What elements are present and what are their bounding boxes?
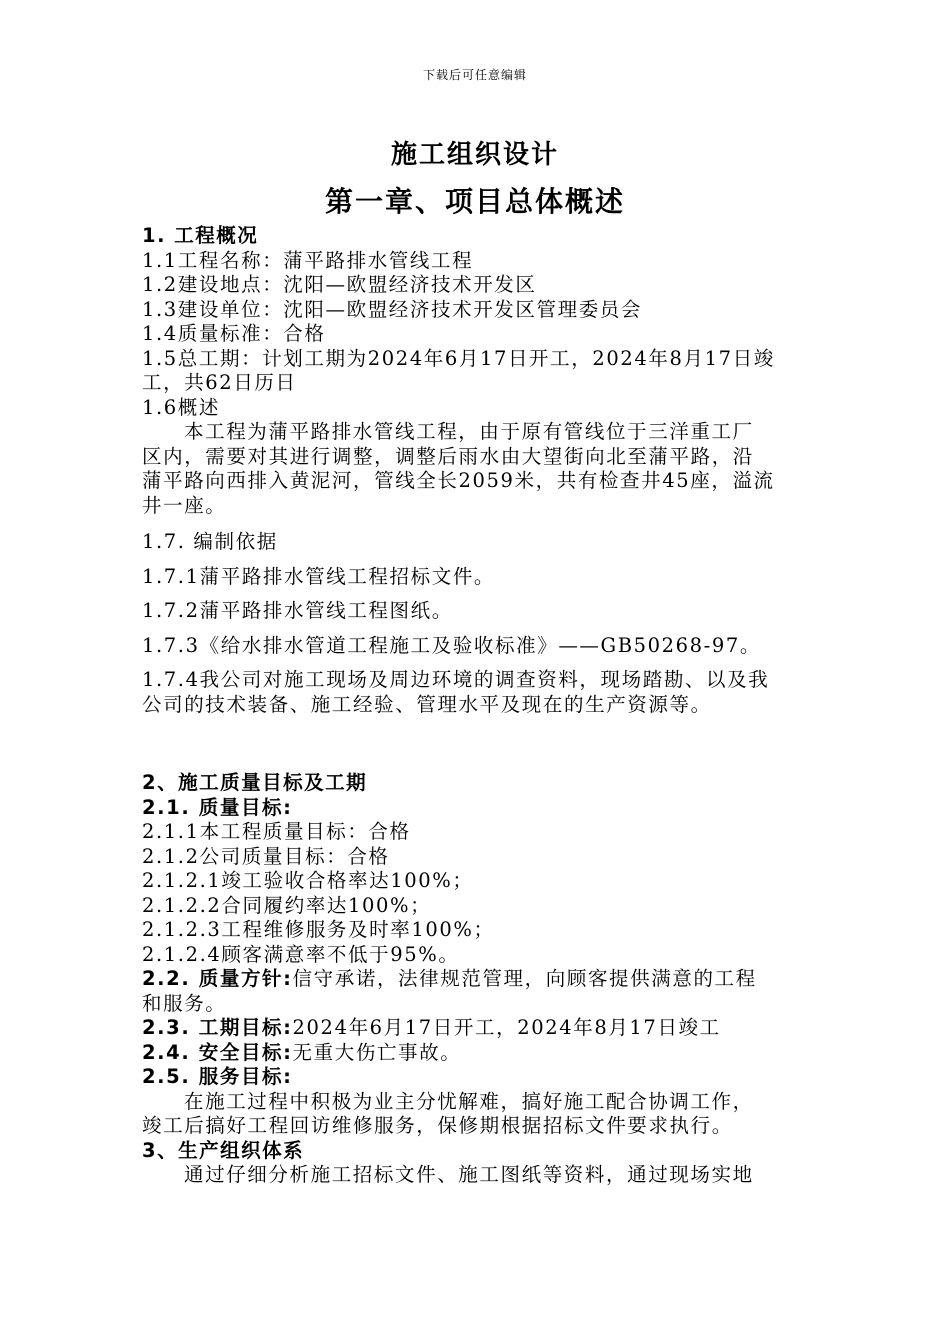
basis-item: 1.7.4我公司对施工现场及周边环境的调查资料，现场踏勘、以及我	[142, 668, 770, 691]
basis-heading: 1.7. 编制依据	[142, 530, 278, 553]
basis-item: 1.7.2蒲平路排水管线工程图纸。	[142, 599, 453, 622]
quality-policy-continued: 和服务。	[142, 991, 227, 1015]
project-owner: 1.3建设单位：沈阳—欧盟经济技术开发区管理委员会	[142, 297, 643, 321]
project-name: 1.1工程名称：蒲平路排水管线工程	[142, 248, 474, 272]
quality-target-subitem: 2.1.2.2合同履约率达100%；	[142, 893, 432, 917]
quality-target-subitem: 2.1.2.4顾客满意率不低于95%。	[142, 942, 460, 966]
schedule-line-1: 1.5总工期：计划工期为2024年6月17日开工，2024年8月17日竣	[142, 346, 775, 370]
overview-paragraph-line: 井一座。	[142, 493, 227, 517]
quality-target-subitem: 2.1.2.1竣工验收合格率达100%；	[142, 869, 474, 892]
schedule-target-text: 2024年6月17日开工，2024年8月17日竣工	[292, 1016, 721, 1039]
section-heading-2: 2、施工质量目标及工期	[142, 771, 368, 794]
document-title: 施工组织设计	[390, 140, 559, 170]
quality-target-item: 2.1.2公司质量目标：合格	[142, 844, 390, 868]
schedule-target	[142, 1016, 812, 1041]
document-body	[142, 224, 812, 1188]
page-header-note: 下载后可任意编辑	[422, 68, 527, 82]
service-paragraph-line: 在施工过程中积极为业主分忧解难，搞好施工配合协调工作，	[184, 1089, 754, 1113]
service-target-heading: 2.5. 服务目标:	[142, 1065, 293, 1088]
section-heading-3: 3、生产组织体系	[142, 1138, 305, 1162]
quality-policy	[142, 967, 812, 992]
service-paragraph-line: 竣工后搞好工程回访维修服务，保修期根据招标文件要求执行。	[142, 1114, 733, 1137]
basis-item: 1.7.1蒲平路排水管线工程招标文件。	[142, 564, 496, 588]
project-location: 1.2建设地点：沈阳—欧盟经济技术开发区	[142, 273, 537, 296]
schedule-target-label: 2.3. 工期目标:	[142, 1016, 293, 1039]
quality-policy-text: 信守承诺，法律规范管理，向顾客提供满意的工程	[292, 967, 757, 990]
chapter-title: 第一章、项目总体概述	[324, 185, 625, 218]
safety-target-label: 2.4. 安全目标:	[142, 1040, 293, 1064]
overview-paragraph-line: 本工程为蒲平路排水管线工程，由于原有管线位于三洋重工厂	[184, 420, 754, 443]
section-heading-1: 1. 工程概况	[142, 224, 259, 247]
quality-target-heading: 2.1. 质量目标:	[142, 795, 293, 819]
quality-standard: 1.4质量标准：合格	[142, 322, 326, 345]
quality-target-item: 2.1.1本工程质量目标：合格	[142, 820, 411, 843]
organization-paragraph-line: 通过仔细分析施工招标文件、施工图纸等资料，通过现场实地	[184, 1163, 754, 1186]
quality-target-subitem: 2.1.2.3工程维修服务及时率100%；	[142, 918, 495, 941]
schedule-line-2: 工，共62日历日	[142, 371, 297, 394]
basis-item: 1.7.3《给水排水管道工程施工及验收标准》——GB50268-97。	[142, 633, 761, 657]
basis-item-continued: 公司的技术装备、施工经验、管理水平及现在的生产资源等。	[142, 692, 712, 716]
overview-paragraph-line: 蒲平路向西排入黄泥河，管线全长2059米，共有检查井45座，溢流	[142, 469, 775, 492]
overview-heading: 1.6概述	[142, 395, 221, 419]
overview-paragraph-line: 区内，需要对其进行调整，调整后雨水由大望街向北至蒲平路，沿	[142, 444, 754, 468]
quality-policy-label: 2.2. 质量方针:	[142, 967, 293, 990]
safety-target-text: 无重大伤亡事故。	[292, 1040, 462, 1064]
safety-target	[142, 1041, 812, 1066]
